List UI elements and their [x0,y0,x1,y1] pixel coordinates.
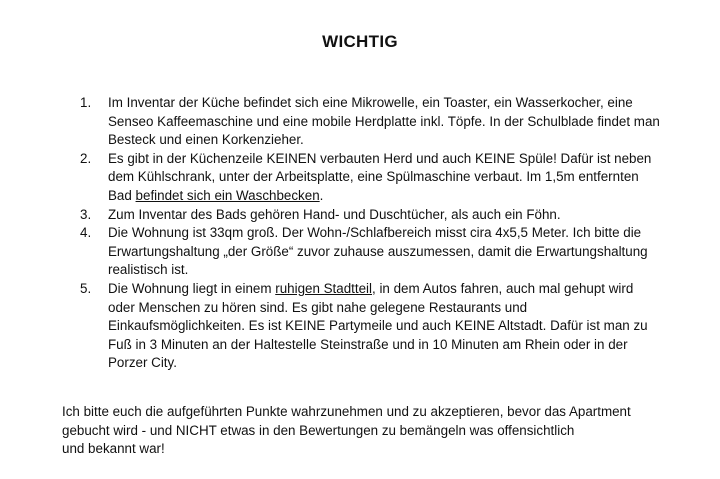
list-item-number: 3. [80,206,92,222]
closing-paragraph [62,403,662,459]
closing-line: Ich bitte euch die aufgeführten Punkte wahrzunehmen und zu akzeptieren, bevor das Apartment [62,404,631,419]
list-item-text-end: . [319,187,324,203]
list-item [80,224,660,280]
list-item-text-end: , in dem Autos fahren, auch mal gehupt wird oder Menschen zu hören sind. Es gibt nahe gelegene Restaurants und Einkaufsmöglichkeiten. Es ist KEINE Partymeile und auch KEINE Altstadt. Dafür ist man zu Fuß in 3 Minuten an der Haltestelle Steinstraße und in 10 Minuten am Rhein oder in der Porzer City. [108,280,648,371]
list-item [80,94,660,150]
list-item-text: Die Wohnung ist 33qm groß. Der Wohn-/Schlafbereich misst cira 4x5,5 Meter. Ich bitte die Erwartungshaltung „der Größe“ zuvor zuhause auszumessen, damit die Erwartungshaltung realistisch ist. [108,225,648,278]
list-item-number: 4. [80,225,92,241]
list-item [80,206,660,225]
list-item [80,150,660,206]
list-item-number: 1. [80,95,92,110]
list-item-text: Es gibt in der Küchenzeile KEINEN verbauten Herd und auch KEINE Spüle! Dafür ist neben dem Kühlschrank, unter der Arbeitsplatte, eine Spülmaschine verbaut. Im 1,5m entfernten Bad [108,150,652,203]
page-title: WICHTIG [322,32,398,51]
list-item-text: Im Inventar der Küche befindet sich eine Mikrowelle, ein Toaster, ein Wasserkocher, eine Senseo Kaffeemaschine und eine mobile Herdplatte inkl. Töpfe. In der Schulblade findet man Besteck und einen Korkenzieher. [108,95,660,148]
rules-list [80,94,660,373]
underlined-text: befindet sich ein Waschbecken [135,187,320,203]
list-item-text: Zum Inventar des Bads gehören Hand- und Duschtücher, als auch ein Föhn. [108,206,561,222]
list-item-number: 2. [80,150,92,166]
list-item-number: 5. [80,280,92,296]
list-item [80,280,660,373]
list-item-text: Die Wohnung liegt in einem [108,280,276,296]
closing-line: gebucht wird - und NICHT etwas in den Bewertungen zu bemängeln was offensichtlich [62,422,575,438]
closing-line: und bekannt war! [62,441,165,457]
underlined-text: ruhigen Stadtteil [275,280,373,296]
